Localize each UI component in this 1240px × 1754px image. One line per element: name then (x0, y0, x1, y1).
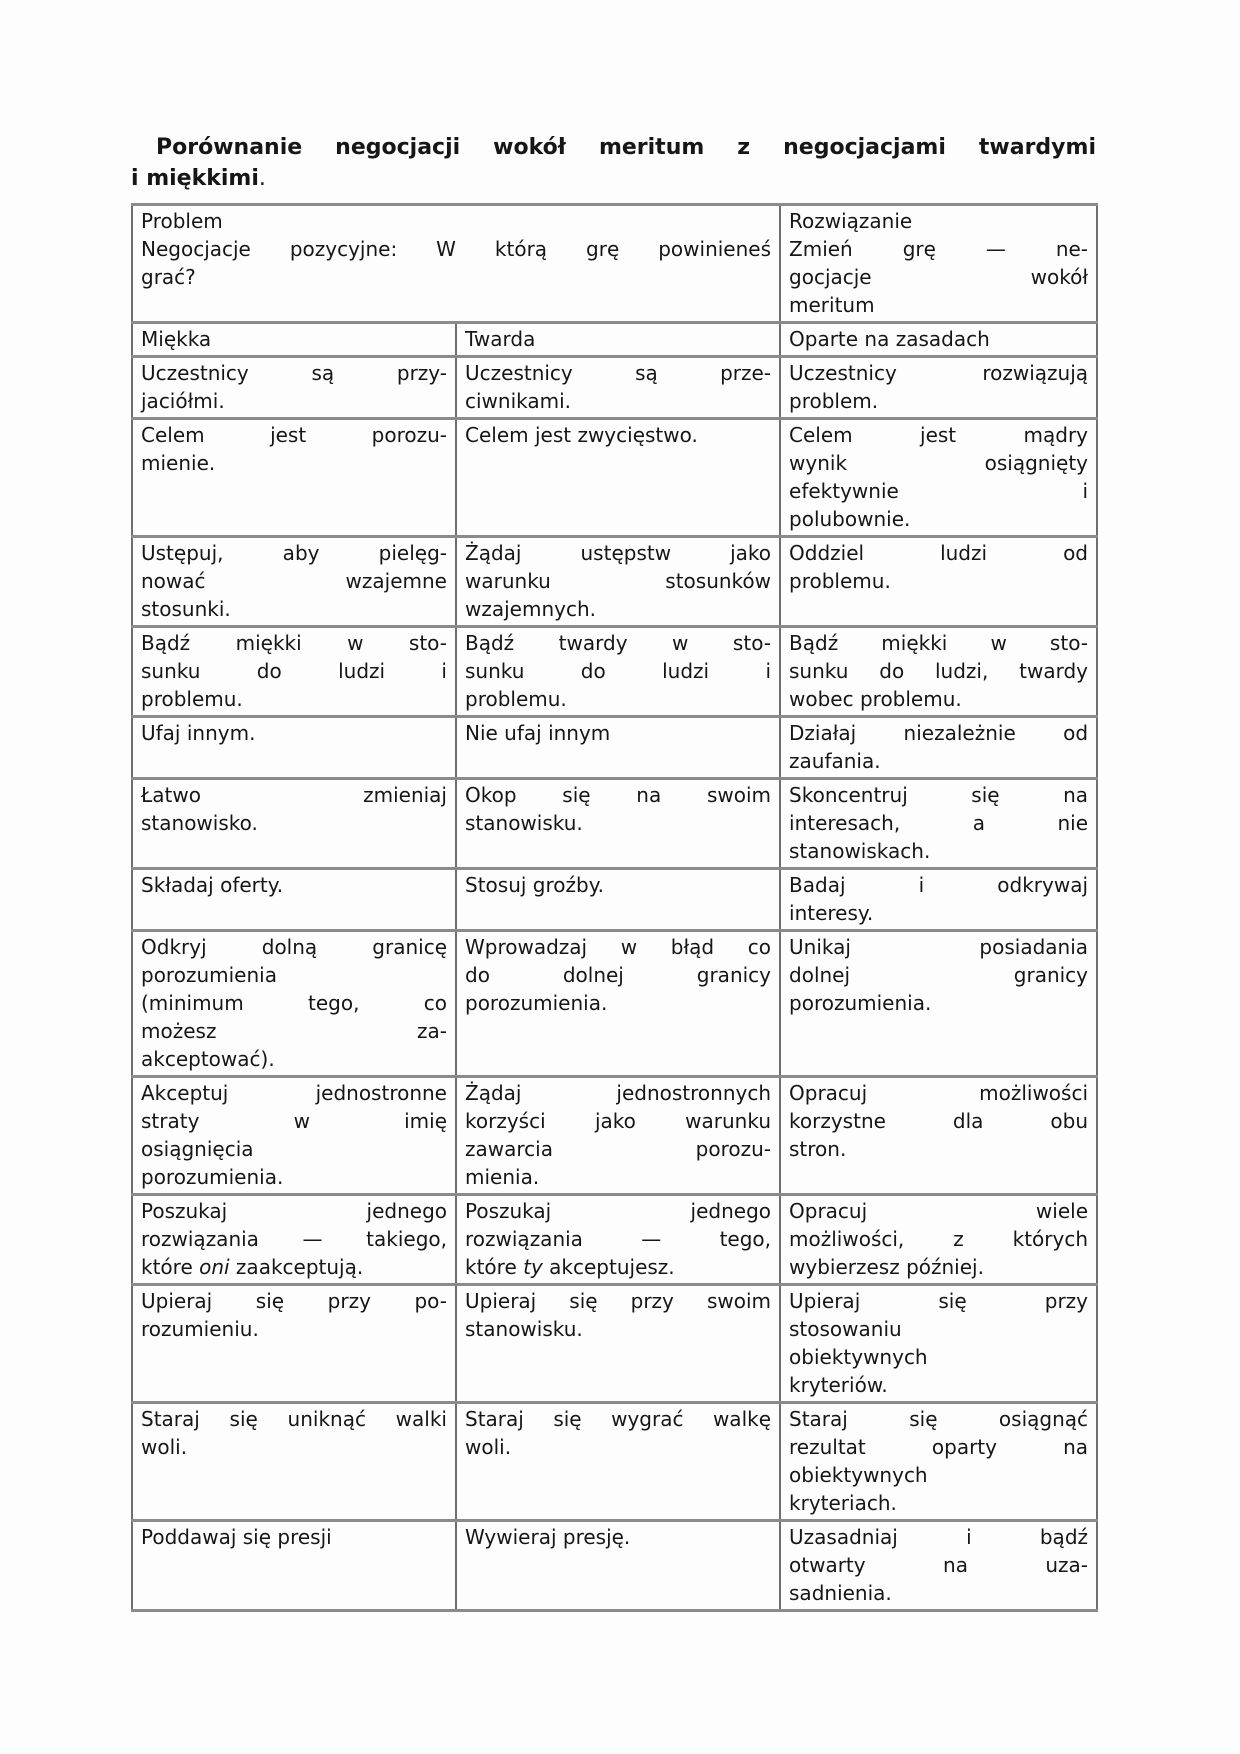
cell-soft (132, 931, 456, 1077)
text-line: Staraj się uniknąć walki (141, 1407, 447, 1431)
text-line: które ty akceptujesz. (465, 1255, 675, 1279)
text-line: porozumienia. (141, 1165, 284, 1189)
table-row (132, 1403, 1097, 1521)
text-line: straty w imię (141, 1109, 447, 1133)
table-header-row (132, 205, 1097, 323)
text-line: Skoncentruj się na (789, 783, 1089, 807)
text-line: kryteriów. (789, 1373, 888, 1397)
header-solution-cell (780, 205, 1097, 323)
text-line: Stosuj groźby. (465, 873, 605, 897)
text-line: Działaj niezależnie od (789, 721, 1089, 745)
text-line: stosowaniu (789, 1317, 902, 1341)
cell-principled (780, 1077, 1097, 1195)
text-line: warunku stosunków (465, 569, 772, 593)
cell-soft (132, 419, 456, 537)
text-line: Opracuj możliwości (789, 1081, 1089, 1105)
cell-soft (132, 357, 456, 419)
cell-principled (780, 931, 1097, 1077)
cell-hard (456, 1195, 780, 1285)
header-problem-cell (132, 205, 780, 323)
text-line: Rozwiązanie (789, 209, 913, 233)
cell-soft (132, 627, 456, 717)
text-line: kryteriach. (789, 1491, 897, 1515)
document-page (131, 0, 1096, 1612)
text-line: rezultat oparty na (789, 1435, 1089, 1459)
text-line: problemu. (789, 569, 891, 593)
text-line: Problem (141, 209, 223, 233)
cell-principled (780, 717, 1097, 779)
column-header-hard: Twarda (456, 323, 780, 357)
text-line: Uczestnicy są przy- (141, 361, 447, 385)
text-line: możesz za- (141, 1019, 447, 1043)
text-line: wybierzesz później. (789, 1255, 984, 1279)
text-line: polubownie. (789, 507, 911, 531)
text-line: Badaj i odkrywaj (789, 873, 1089, 897)
cell-hard (456, 357, 780, 419)
text-line: nować wzajemne (141, 569, 447, 593)
text-line: (minimum tego, co (141, 991, 447, 1015)
page-title (131, 132, 1096, 194)
text-line: stanowisku. (465, 1317, 583, 1341)
text-line: Staraj się wygrać walkę (465, 1407, 772, 1431)
cell-hard (456, 419, 780, 537)
text-line: stron. (789, 1137, 847, 1161)
text-line: porozumienia. (789, 991, 932, 1015)
text-line: ciwnikami. (465, 389, 572, 413)
cell-soft (132, 1195, 456, 1285)
text-line: Opracuj wiele (789, 1199, 1089, 1223)
text-line: meritum (789, 293, 875, 317)
text-line: Upieraj się przy swoim (465, 1289, 772, 1313)
text-line: grać? (141, 265, 196, 289)
text-line: Bądź twardy w sto- (465, 631, 772, 655)
cell-hard (456, 1077, 780, 1195)
cell-soft (132, 717, 456, 779)
text-line: Poszukaj jednego (141, 1199, 447, 1223)
text-line: obiektywnych (789, 1463, 928, 1487)
text-line: Ufaj innym. (141, 721, 256, 745)
table-row (132, 627, 1097, 717)
table-row (132, 1521, 1097, 1611)
table-row (132, 1195, 1097, 1285)
text-line: woli. (141, 1435, 188, 1459)
table-row (132, 1285, 1097, 1403)
text-line: Celem jest porozu- (141, 423, 447, 447)
text-line: dolnej granicy (789, 963, 1089, 987)
text-line: zawarcia porozu- (465, 1137, 772, 1161)
text-line: Okop się na swoim (465, 783, 772, 807)
text-line: Negocjacje pozycyjne: W którą grę powinieneś (141, 237, 772, 261)
text-line: Nie ufaj innym (465, 721, 611, 745)
text-line: Akceptuj jednostronne (141, 1081, 447, 1105)
text-line: możliwości, z których (789, 1227, 1089, 1251)
table-row (132, 1077, 1097, 1195)
text-line: korzyści jako warunku (465, 1109, 772, 1133)
text-line: mienia. (465, 1165, 540, 1189)
text-line: obiektywnych (789, 1345, 928, 1369)
cell-principled (780, 1521, 1097, 1611)
text-line: sunku do ludzi, twardy (789, 659, 1089, 683)
page-title-period: . (258, 166, 266, 191)
text-line: Poszukaj jednego (465, 1199, 772, 1223)
page-title-line-2 (131, 163, 1096, 194)
text-line: mienie. (141, 451, 216, 475)
text-line: Łatwo zmieniaj (141, 783, 447, 807)
text-line: stanowisku. (465, 811, 583, 835)
text-line: wobec problemu. (789, 687, 962, 711)
text-line: Żądaj ustępstw jako (465, 541, 772, 565)
table-subheader-row (132, 323, 1097, 357)
text-line: stanowiskach. (789, 839, 931, 863)
text-line: Bądź miękki w sto- (141, 631, 447, 655)
text-line: stosunki. (141, 597, 231, 621)
column-header-principled: Oparte na zasadach (780, 323, 1097, 357)
cell-principled (780, 357, 1097, 419)
cell-soft (132, 869, 456, 931)
text-line: Celem jest mądry (789, 423, 1089, 447)
text-line: porozumienia. (465, 991, 608, 1015)
text-line: osiągnięcia (141, 1137, 254, 1161)
text-line: woli. (465, 1435, 512, 1459)
cell-principled (780, 419, 1097, 537)
text-line: Wywieraj presję. (465, 1525, 631, 1549)
cell-principled (780, 1195, 1097, 1285)
text-line: Upieraj się przy po- (141, 1289, 447, 1313)
text-line: Staraj się osiągnąć (789, 1407, 1089, 1431)
text-line: sunku do ludzi i (465, 659, 772, 683)
text-line: otwarty na uza- (789, 1553, 1089, 1577)
text-line: Wprowadzaj w błąd co (465, 935, 772, 959)
cell-hard (456, 717, 780, 779)
cell-principled (780, 537, 1097, 627)
text-line: Żądaj jednostronnych (465, 1081, 772, 1105)
text-line: Bądź miękki w sto- (789, 631, 1089, 655)
cell-hard (456, 1521, 780, 1611)
text-line: gocjacje wokół (789, 265, 1089, 289)
column-header-soft: Miękka (132, 323, 456, 357)
text-line: interesy. (789, 901, 874, 925)
negotiation-comparison-table (131, 203, 1098, 1612)
text-line: Uczestnicy rozwiązują (789, 361, 1089, 385)
text-line: rozumieniu. (141, 1317, 259, 1341)
cell-hard (456, 1285, 780, 1403)
text-line: Odkryj dolną granicę (141, 935, 447, 959)
text-line: Uzasadniaj i bądź (789, 1525, 1089, 1549)
text-line: do dolnej granicy (465, 963, 772, 987)
table-row (132, 357, 1097, 419)
text-line: Ustępuj, aby pielęg- (141, 541, 447, 565)
table-row (132, 419, 1097, 537)
cell-hard (456, 1403, 780, 1521)
text-line: wynik osiągnięty (789, 451, 1089, 475)
page-title-line-2-bold: i miękkimi (131, 166, 259, 191)
text-line: sunku do ludzi i (141, 659, 447, 683)
text-line: wzajemnych. (465, 597, 596, 621)
text-line: Zmień grę — ne- (789, 237, 1089, 261)
text-line: interesach, a nie (789, 811, 1089, 835)
text-line: problem. (789, 389, 879, 413)
cell-soft (132, 1403, 456, 1521)
text-line: Celem jest zwycięstwo. (465, 423, 698, 447)
text-line: akceptować). (141, 1047, 275, 1071)
table-row (132, 717, 1097, 779)
cell-principled (780, 1285, 1097, 1403)
cell-hard (456, 779, 780, 869)
text-line: Unikaj posiadania (789, 935, 1089, 959)
text-line: problemu. (141, 687, 243, 711)
text-line: jaciółmi. (141, 389, 225, 413)
text-line: sadnienia. (789, 1581, 892, 1605)
cell-hard (456, 931, 780, 1077)
text-line: rozwiązania — tego, (465, 1227, 772, 1251)
page-title-line-1: Porównanie negocjacji wokół meritum z negocjacjami twardymi (156, 135, 1096, 160)
text-line: problemu. (465, 687, 567, 711)
cell-soft (132, 1077, 456, 1195)
text-line: rozwiązania — takiego, (141, 1227, 447, 1251)
text-line: które oni zaakceptują. (141, 1255, 364, 1279)
text-line: porozumienia (141, 963, 277, 987)
table-row (132, 537, 1097, 627)
text-line: efektywnie i (789, 479, 1089, 503)
text-line: Uczestnicy są prze- (465, 361, 772, 385)
cell-hard (456, 869, 780, 931)
cell-soft (132, 537, 456, 627)
cell-soft (132, 1285, 456, 1403)
cell-principled (780, 627, 1097, 717)
table-row (132, 779, 1097, 869)
cell-principled (780, 779, 1097, 869)
text-line: Składaj oferty. (141, 873, 284, 897)
cell-hard (456, 627, 780, 717)
text-line: zaufania. (789, 749, 881, 773)
text-line: Oddziel ludzi od (789, 541, 1089, 565)
table-row (132, 931, 1097, 1077)
table-row (132, 869, 1097, 931)
cell-principled (780, 1403, 1097, 1521)
text-line: korzystne dla obu (789, 1109, 1089, 1133)
text-line: stanowisko. (141, 811, 258, 835)
text-line: Poddawaj się presji (141, 1525, 332, 1549)
cell-hard (456, 537, 780, 627)
cell-principled (780, 869, 1097, 931)
cell-soft (132, 1521, 456, 1611)
text-line: Upieraj się przy (789, 1289, 1089, 1313)
cell-soft (132, 779, 456, 869)
